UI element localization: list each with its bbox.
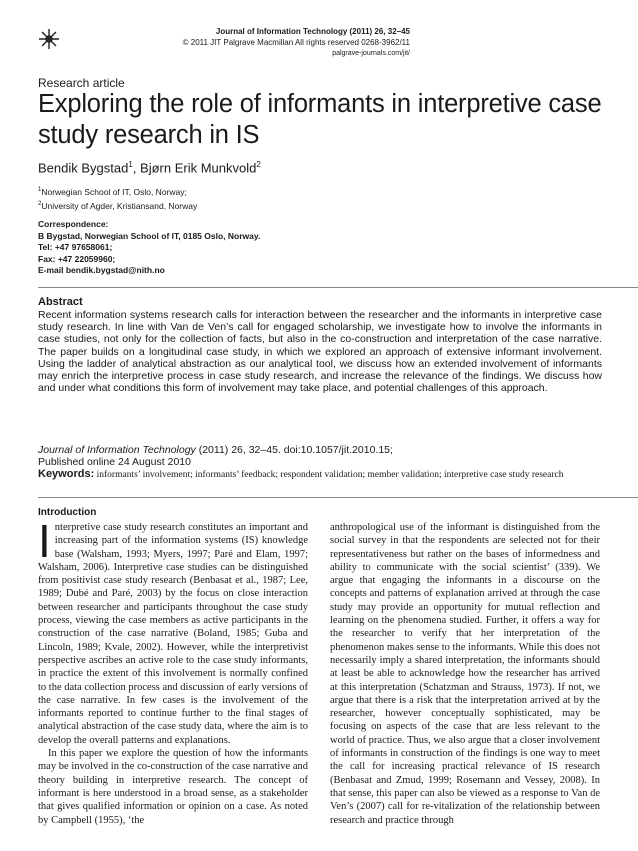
body-paragraph: In this paper we explore the question of how the informants may be involved in the co-construction of the case narrative and theory building in interpretive research. The concept of informant is here understood in a broad sense, as a stakeholder that gives qualified information or opinion on a case. As noted by Campbell (1955), ‘the xyxy=(38,748,308,826)
body-paragraph: Interpretive case study research constitutes an important and increasing part of the information systems (IS) knowledge base (Walsham, 1993; Myers, 1997; Paré and Elam, 1997; Walsham, 2006). Interpretive case studies can be distinguished from positivist case study research (Benbasat et al., 1987; Lee, 1989; Dubé and Paré, 2003) by the focus on close interaction between researcher and participants throughout the case study process, viewing the case members as active participants in the construction of the case narrative (Boland, 1985; Guba and Lincoln, 1989; Kvale, 2002). However, while the interpretivist perspective ascribes an active role to the case study informants, in practice the extent of this involvement is normally confined to the data collection process and discussion of early versions of the case narrative. In few cases is the involvement of the informants reported to continue further to the final stages of analytical abstraction of the case study data, where the aim is to develop the overall patterns and explanations. xyxy=(38,515,309,746)
affiliation-item: $^1$Norwegian School of IT, Oslo, Norway; xyxy=(38,186,187,197)
correspondence-fax: Fax: +47 22059960; xyxy=(38,253,116,264)
correspondence-label: Correspondence: xyxy=(38,219,109,229)
copyright-line: © 2011 JIT Palgrave Macmillan All rights reserved 0268-3962/11 xyxy=(182,38,410,47)
abstract-text: Recent information systems research calls for interaction between the researcher and the informants in interpretive case study research. In line with Van de Ven’s call for engaged scholarship, we investigate how to involve the informants in case studies, not only for the collection of facts, but also in the co-construction and interpretation of the case narrative. The paper builds on a longitudinal case study, in which we explored an approach of extensive informant involvement. Using the ladder of analytical abstraction as our analytical tool, we discuss how an extended involvement of informants may enrich the interpretive process in case study research, and increase the relevance of the findings. We discuss how and under what conditions this form of involvement may take place, and potential challenges of this approach. xyxy=(38,309,602,395)
introduction-heading: Introduction xyxy=(38,507,97,518)
body-paragraph: anthropological use of the informant is distinguished from the social survey in that the respondents are selected not for their representativeness but rather on the bases of informedness and ability to communicate with the social scientist’ (339). We argue that engaging the informants in a discourse on the concepts and patterns of explanation arrived at through the case study may provide an opportunity for mutual reflection and learning on the phenomena studied. Further, it offers a way for the researcher to verify that her interpretation of the phenomenon makes sense to the informants. While this does not necessarily imply a shared interpretation, the informants should at least be able to acknowledge how the researcher has arrived at this interpretation (Schatzman and Strauss, 1973). If not, we argue that there is a risk that the interpretation arrived at by the researcher, however conceptually sophisticated, may be focusing on aspects of the case that are less relevant to the world of practice. Thus, we also argue that a closer involvement of informants in construction of the findings is one way to meet the call for increasing practical relevance of IS research (Benbasat and Zmud, 1999; Rosemann and Vessey, 2008). In that sense, this paper can also be viewed as a response to Van de Ven’s (2007) call for re-vitalization of the relationship between research and practice through xyxy=(330,522,600,826)
author-affiliation-marker: 2 xyxy=(256,160,261,169)
author-list: Bendik Bygstad$^1$, Bjørn Erik Munkvold$^2$ xyxy=(38,160,261,176)
section-divider xyxy=(38,287,638,288)
correspondence-tel: Tel: +47 97658061; xyxy=(38,242,113,252)
correspondence-block xyxy=(38,219,260,277)
keywords-text: informants’ involvement; informants’ feedback; respondent validation; member validation; interpretive case study research xyxy=(94,470,564,480)
journal-header xyxy=(180,26,410,59)
published-date: Published online 24 August 2010 xyxy=(38,456,191,468)
publisher-logo-icon xyxy=(38,28,60,50)
author-name: Bendik Bygstad xyxy=(38,160,129,176)
journal-url[interactable]: palgrave-journals.com/jit/ xyxy=(332,50,410,57)
section-divider xyxy=(38,497,638,498)
citation-line xyxy=(38,444,393,456)
author-name: Bjørn Erik Munkvold xyxy=(140,160,257,176)
correspondence-email[interactable]: E-mail bendik.bygstad@nith.no xyxy=(38,265,165,275)
citation-journal: Journal of Information Technology xyxy=(38,444,196,456)
affiliations xyxy=(38,184,197,212)
drop-cap: I xyxy=(38,515,51,567)
citation-details: (2011) 26, 32–45. doi:10.1057/jit.2010.15; xyxy=(195,444,393,456)
body-column-right xyxy=(330,521,600,827)
affiliation-item: $^2$University of Agder, Kristiansand, Norway xyxy=(38,200,198,211)
correspondence-address: B Bygstad, Norwegian School of IT, 0185 Oslo, Norway. xyxy=(38,230,261,241)
author-affiliation-marker: 1 xyxy=(128,160,133,169)
keywords xyxy=(38,468,618,481)
keywords-label: Keywords: xyxy=(38,468,95,480)
article-title: Exploring the role of informants in interpretive case study research in IS xyxy=(38,90,602,149)
abstract-heading: Abstract xyxy=(38,296,83,308)
journal-citation: Journal of Information Technology (2011) 26, 32–45 xyxy=(215,27,410,36)
article-type: Research article xyxy=(38,76,125,90)
body-column-left xyxy=(38,515,309,827)
